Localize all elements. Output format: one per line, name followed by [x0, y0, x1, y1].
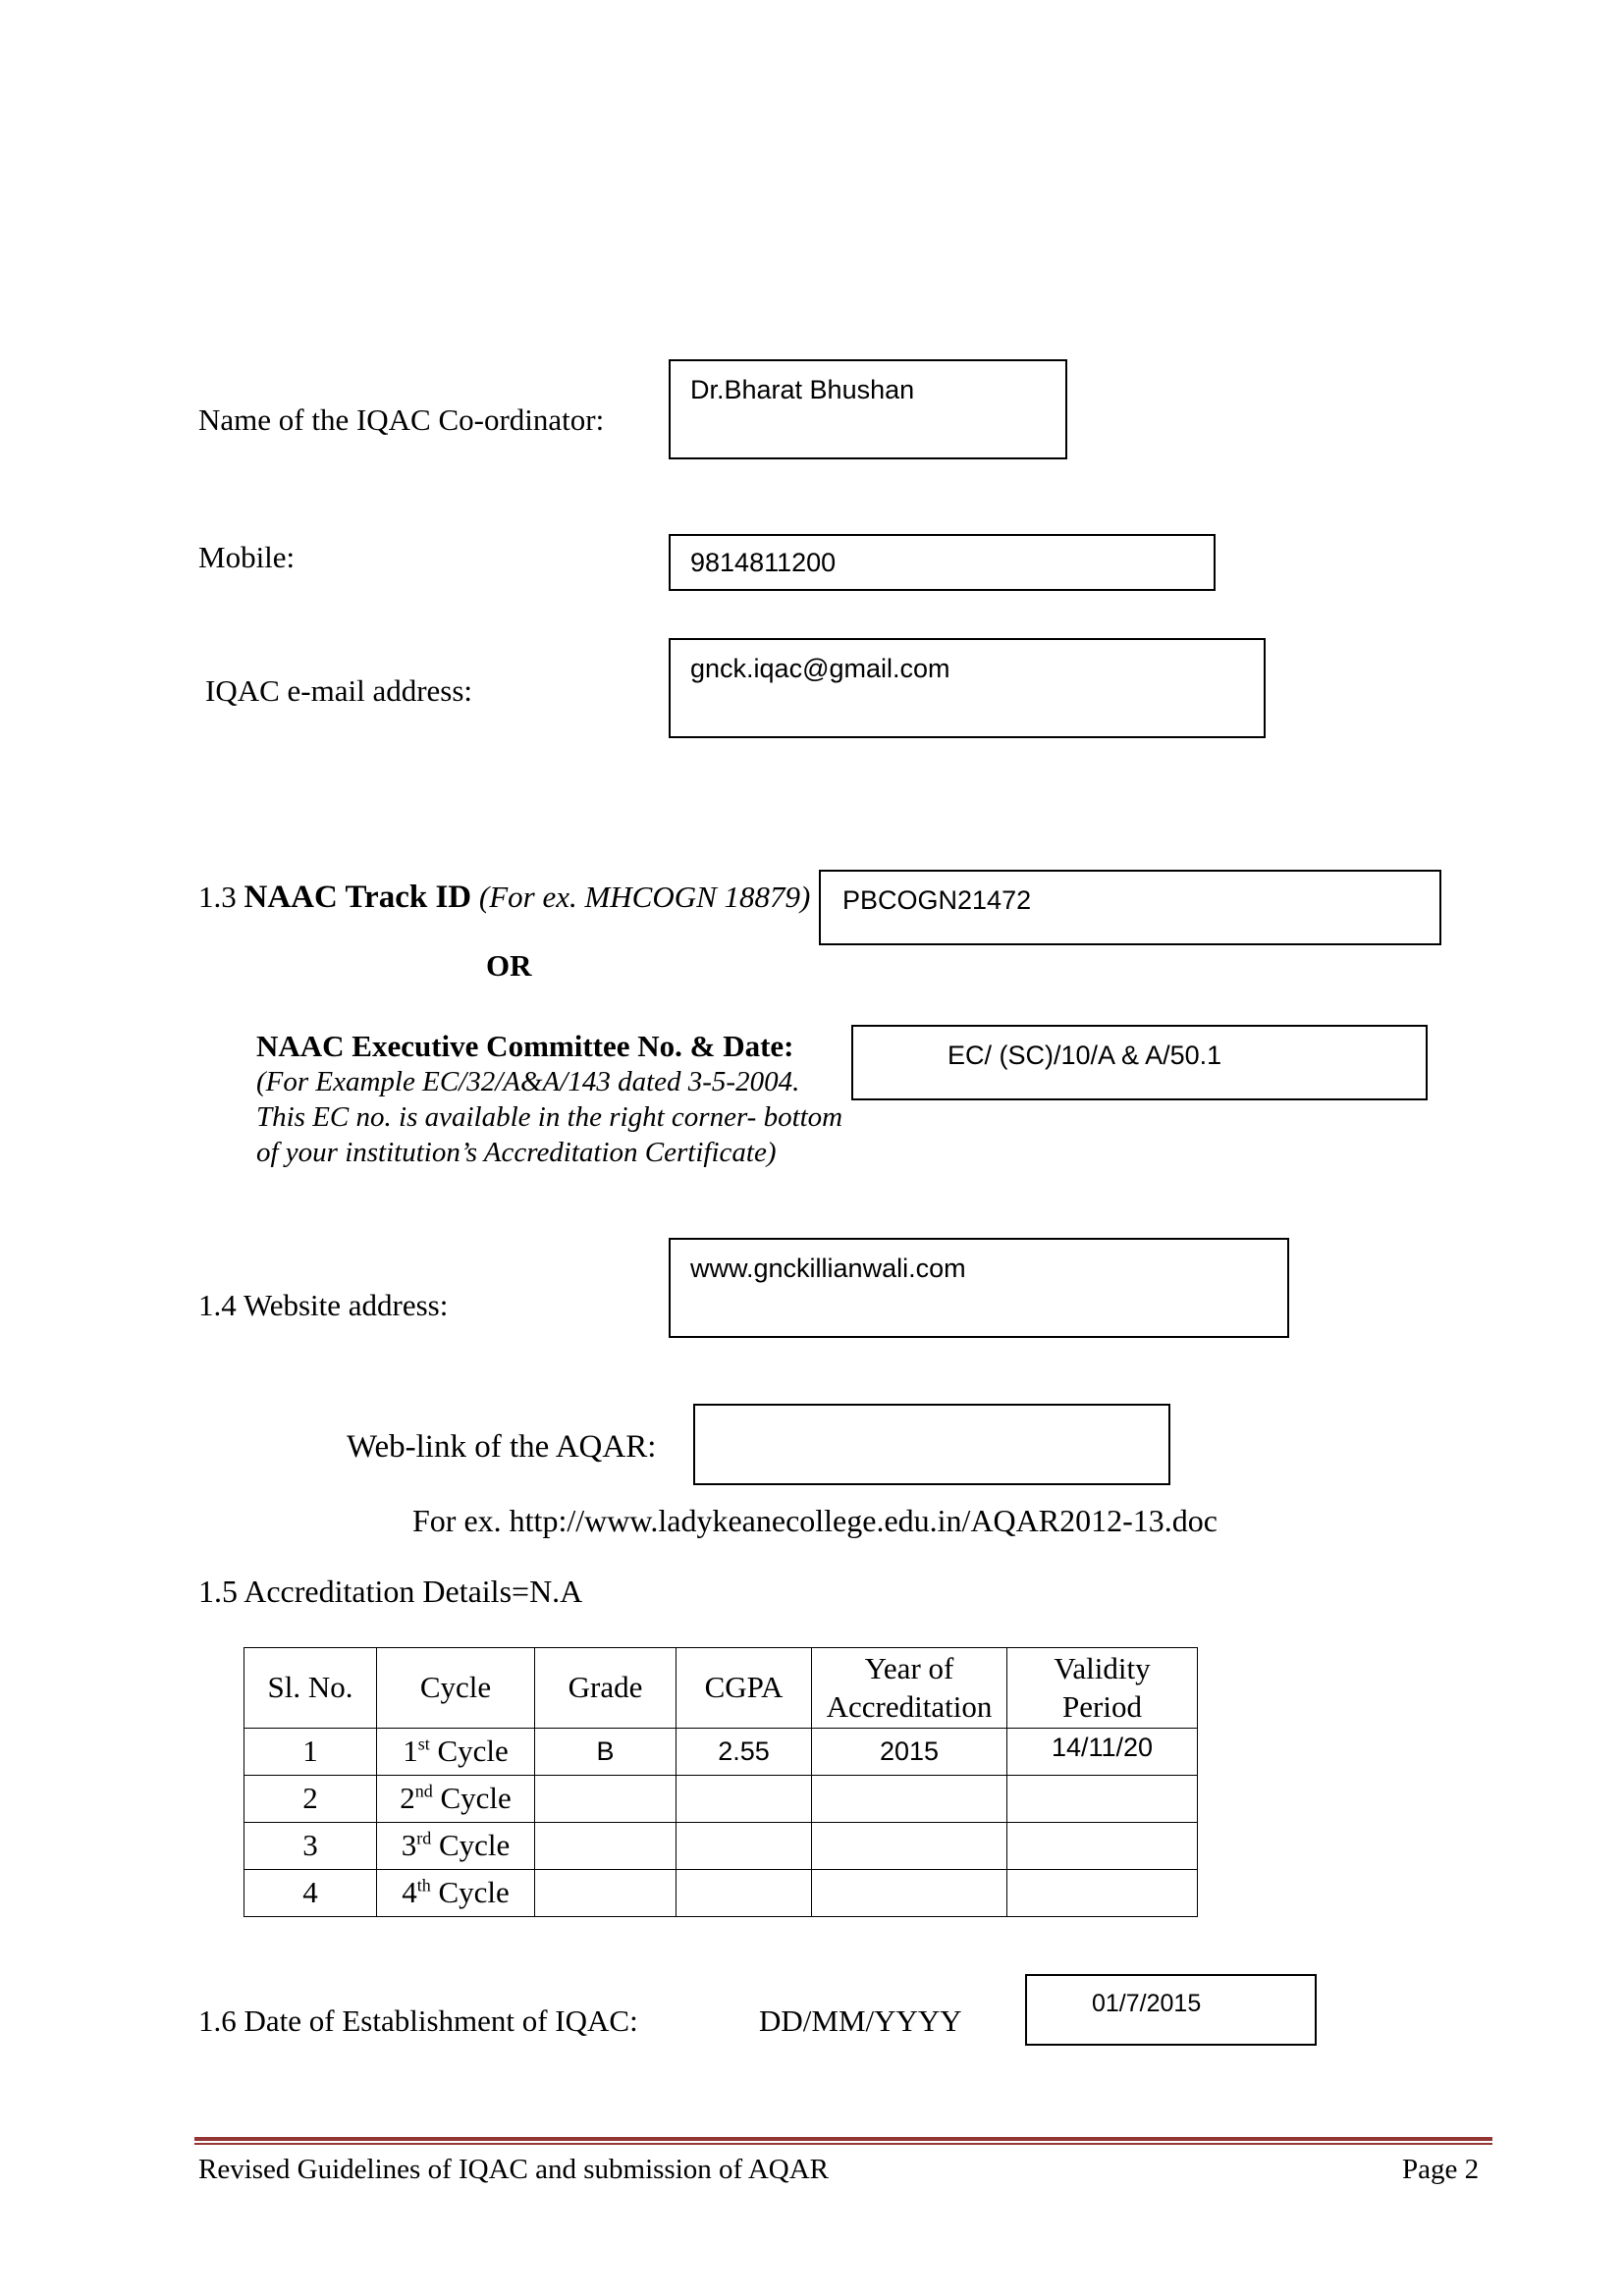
cell-cgpa — [677, 1776, 812, 1823]
col-validity-line2: Period — [1062, 1688, 1142, 1724]
cell-sl: 2 — [244, 1776, 377, 1823]
website-value: www.gnckillianwali.com — [690, 1254, 966, 1283]
track-id-title: NAAC Track ID — [244, 880, 472, 915]
col-cycle: Cycle — [377, 1648, 535, 1729]
page-number: Page 2 — [1402, 2154, 1480, 2185]
cell-grade — [535, 1823, 677, 1870]
cell-grade — [535, 1776, 677, 1823]
cell-grade — [535, 1870, 677, 1917]
or-text: OR — [486, 948, 532, 983]
col-sl-no: Sl. No. — [244, 1648, 377, 1729]
cycle-num: 2 — [400, 1781, 415, 1816]
cell-year — [812, 1776, 1007, 1823]
col-year — [812, 1648, 1007, 1729]
ec-note-line3: of your institution’s Accreditation Certificate) — [256, 1137, 777, 1168]
cycle-word: Cycle — [429, 1734, 509, 1769]
ec-value: EC/ (SC)/10/A & A/50.1 — [947, 1041, 1222, 1070]
coordinator-value: Dr.Bharat Bhushan — [690, 375, 915, 404]
ec-note-line2: This EC no. is available in the right corner- bottom — [256, 1101, 843, 1133]
iqac-date-label: 1.6 Date of Establishment of IQAC: — [198, 2003, 638, 2038]
col-year-line1: Year of — [864, 1650, 954, 1685]
cycle-num: 1 — [403, 1734, 418, 1769]
cycle-sup: rd — [416, 1828, 432, 1848]
cell-sl: 3 — [244, 1823, 377, 1870]
cycle-num: 4 — [402, 1875, 417, 1910]
iqac-date-format: DD/MM/YYYY — [759, 2003, 962, 2038]
col-validity-line1: Validity — [1054, 1650, 1151, 1685]
cycle-sup: st — [417, 1734, 430, 1754]
cell-validity — [1007, 1870, 1198, 1917]
aqar-link-example: For ex. http://www.ladykeanecollege.edu.in/AQAR2012-13.doc — [412, 1503, 1218, 1538]
table-row — [244, 1729, 1198, 1776]
ec-label: NAAC Executive Committee No. & Date: — [256, 1029, 794, 1063]
website-field[interactable] — [669, 1238, 1289, 1338]
cell-year — [812, 1870, 1007, 1917]
cell-sl: 1 — [244, 1729, 377, 1776]
cell-cgpa: 2.55 — [677, 1729, 812, 1776]
cell-year: 2015 — [812, 1729, 1007, 1776]
cycle-num: 3 — [401, 1828, 417, 1863]
ec-field[interactable] — [851, 1025, 1428, 1100]
aqar-link-label: Web-link of the AQAR: — [347, 1429, 657, 1465]
col-year-line2: Accreditation — [826, 1688, 993, 1724]
table-row — [244, 1870, 1198, 1917]
footer-rule-thin — [194, 2143, 1492, 2145]
accreditation-heading: 1.5 Accreditation Details=N.A — [198, 1574, 583, 1609]
ec-note-line1: (For Example EC/32/A&A/143 dated 3-5-2004. — [256, 1066, 800, 1097]
cell-cycle — [377, 1776, 535, 1823]
cycle-sup: th — [416, 1875, 431, 1896]
accreditation-table — [244, 1647, 1198, 1917]
cycle-word: Cycle — [432, 1781, 512, 1816]
cell-validity: 14/11/20 — [1007, 1729, 1198, 1776]
mobile-field[interactable] — [669, 534, 1216, 591]
cell-sl: 4 — [244, 1870, 377, 1917]
cell-cycle — [377, 1823, 535, 1870]
website-label: 1.4 Website address: — [198, 1288, 449, 1322]
col-grade: Grade — [535, 1648, 677, 1729]
table-row — [244, 1776, 1198, 1823]
ec-label-block — [256, 1029, 842, 1170]
iqac-date-field[interactable] — [1025, 1974, 1317, 2046]
cell-grade: B — [535, 1729, 677, 1776]
mobile-value: 9814811200 — [690, 548, 837, 577]
track-id-label — [198, 880, 810, 916]
aqar-link-field[interactable] — [693, 1404, 1170, 1485]
track-id-value: PBCOGN21472 — [842, 885, 1032, 915]
cycle-word: Cycle — [430, 1875, 510, 1910]
cell-cycle — [377, 1870, 535, 1917]
email-label: IQAC e-mail address: — [205, 673, 473, 708]
table-row — [244, 1823, 1198, 1870]
cycle-word: Cycle — [431, 1828, 511, 1863]
cell-year — [812, 1823, 1007, 1870]
track-id-field[interactable] — [819, 870, 1441, 945]
email-field[interactable] — [669, 638, 1266, 738]
cell-cycle — [377, 1729, 535, 1776]
cell-validity — [1007, 1823, 1198, 1870]
footer-rule-thick — [194, 2137, 1492, 2141]
table-header-row — [244, 1648, 1198, 1729]
cycle-sup: nd — [414, 1781, 433, 1801]
coordinator-label: Name of the IQAC Co-ordinator: — [198, 402, 605, 437]
track-id-example: (For ex. MHCOGN 18879) — [478, 880, 811, 914]
cell-cgpa — [677, 1870, 812, 1917]
iqac-date-value: 01/7/2015 — [1092, 1990, 1202, 2017]
cell-cgpa — [677, 1823, 812, 1870]
mobile-label: Mobile: — [198, 540, 296, 574]
col-validity — [1007, 1648, 1198, 1729]
col-cgpa: CGPA — [677, 1648, 812, 1729]
cell-validity — [1007, 1776, 1198, 1823]
email-value: gnck.iqac@gmail.com — [690, 654, 950, 683]
coordinator-field[interactable] — [669, 359, 1067, 459]
footer-title: Revised Guidelines of IQAC and submission of AQAR — [198, 2154, 829, 2185]
track-id-number: 1.3 — [198, 880, 237, 914]
